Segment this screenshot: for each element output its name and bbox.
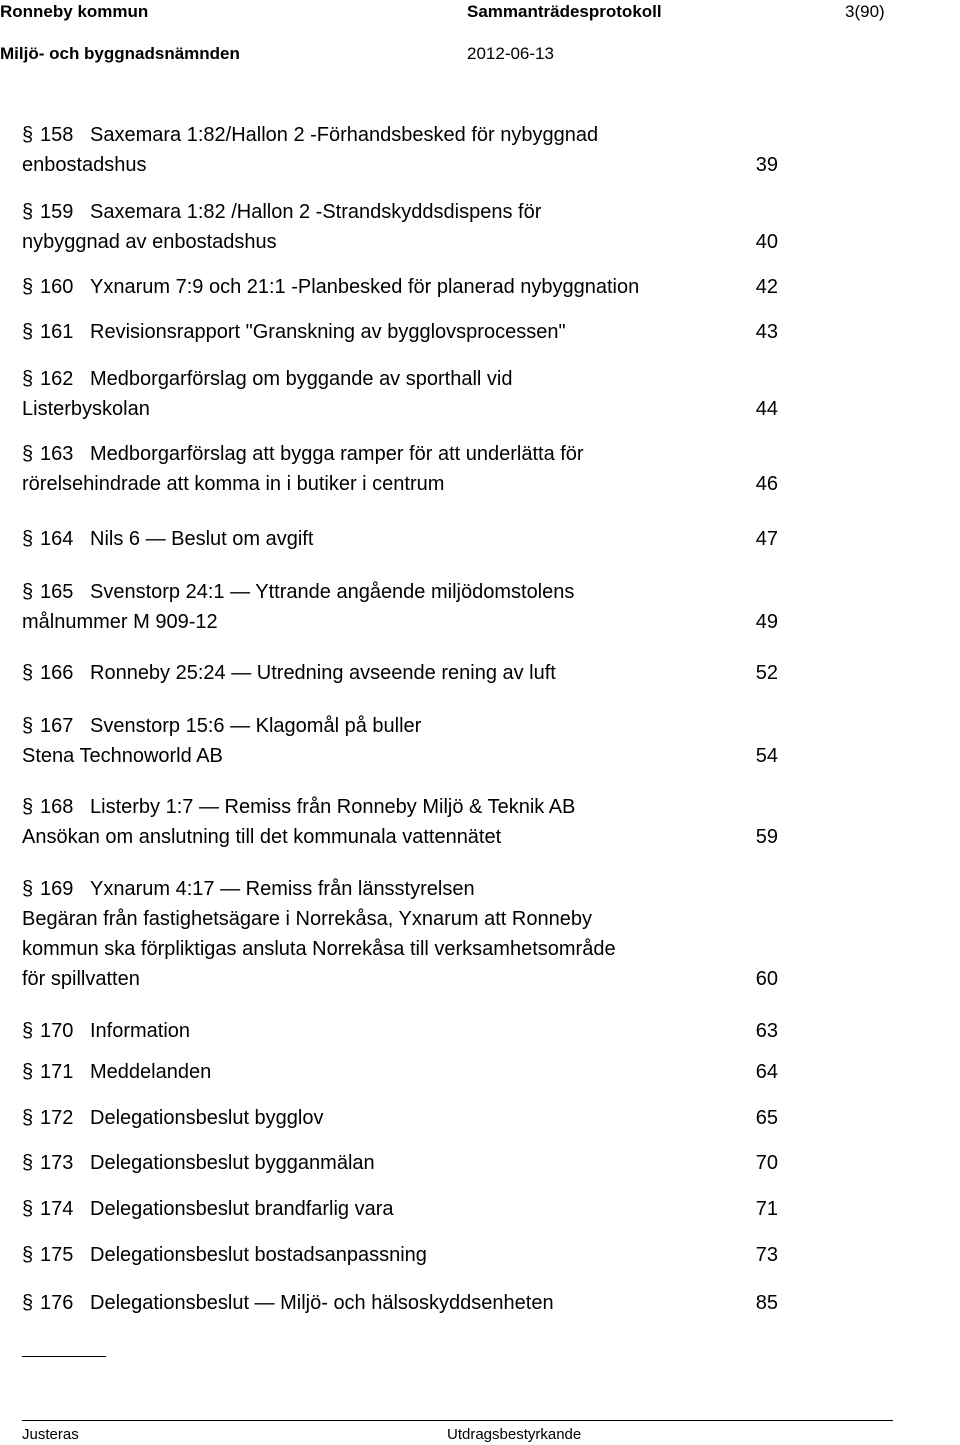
paragraph-number: 167 bbox=[40, 715, 74, 737]
paragraph-sign: § bbox=[22, 1152, 34, 1174]
toc-page-number: 39 bbox=[755, 154, 778, 176]
toc-page-number: 40 bbox=[755, 231, 778, 253]
toc-entry-line bbox=[22, 394, 778, 424]
toc-entry-line bbox=[22, 150, 778, 180]
paragraph-sign: § bbox=[22, 715, 34, 737]
paragraph-sign: § bbox=[22, 1198, 34, 1220]
toc-entry-line bbox=[22, 227, 778, 257]
toc-page-number: 44 bbox=[755, 398, 778, 420]
toc-entry bbox=[22, 792, 778, 852]
page-footer bbox=[0, 1415, 960, 1445]
toc-page-number: 46 bbox=[755, 473, 778, 495]
toc-entry-line bbox=[22, 658, 778, 688]
toc-entry-line bbox=[22, 822, 778, 852]
paragraph-number: 160 bbox=[40, 276, 74, 298]
toc-entry-title: Listerbyskolan bbox=[22, 398, 150, 420]
toc-page-number: 52 bbox=[755, 662, 778, 684]
toc-page-number: 71 bbox=[755, 1198, 778, 1220]
toc-entry-title: Svenstorp 24:1 — Yttrande angående miljödomstolens bbox=[90, 581, 575, 603]
paragraph-sign: § bbox=[22, 528, 34, 550]
paragraph-number: 159 bbox=[40, 201, 74, 223]
toc-entry-line bbox=[22, 364, 778, 394]
paragraph-number: 162 bbox=[40, 368, 74, 390]
paragraph-number: 165 bbox=[40, 581, 74, 603]
toc-entry bbox=[22, 577, 778, 637]
toc-entry-line bbox=[22, 469, 778, 499]
municipality-name: Ronneby kommun bbox=[0, 2, 149, 21]
paragraph-number: 161 bbox=[40, 321, 74, 343]
toc-entry-title: Medborgarförslag att bygga ramper för att underlätta för bbox=[90, 443, 584, 465]
toc-entry bbox=[22, 439, 778, 499]
toc-entry-line bbox=[22, 792, 778, 822]
paragraph-sign: § bbox=[22, 1020, 34, 1042]
toc-entry-line bbox=[22, 439, 778, 469]
toc-page-number: 70 bbox=[755, 1152, 778, 1174]
footer-rule bbox=[22, 1420, 893, 1421]
toc-entry-title: Delegationsbeslut — Miljö- och hälsoskyddsenheten bbox=[90, 1292, 554, 1314]
toc-entry bbox=[22, 1016, 778, 1046]
toc-entry-line bbox=[22, 904, 778, 934]
toc-entry-title: Delegationsbeslut bostadsanpassning bbox=[90, 1244, 427, 1266]
toc-entry-line bbox=[22, 607, 778, 637]
paragraph-number: 170 bbox=[40, 1020, 74, 1042]
paragraph-number: 171 bbox=[40, 1061, 74, 1083]
paragraph-sign: § bbox=[22, 201, 34, 223]
toc-entry-title: Saxemara 1:82 /Hallon 2 -Strandskyddsdispens för bbox=[90, 201, 542, 223]
toc-entry-line bbox=[22, 1103, 778, 1133]
paragraph-number: 172 bbox=[40, 1107, 74, 1129]
toc-entry-line bbox=[22, 1288, 778, 1318]
toc-page-number: 54 bbox=[755, 745, 778, 767]
toc-page-number: 59 bbox=[755, 826, 778, 848]
toc-page-number: 85 bbox=[755, 1292, 778, 1314]
toc-entry-line bbox=[22, 120, 778, 150]
paragraph-sign: § bbox=[22, 878, 34, 900]
paragraph-number: 168 bbox=[40, 796, 74, 818]
toc-entry-title: Medborgarförslag om byggande av sporthall vid bbox=[90, 368, 513, 390]
paragraph-number: 173 bbox=[40, 1152, 74, 1174]
paragraph-sign: § bbox=[22, 124, 34, 146]
toc-page-number: 60 bbox=[755, 968, 778, 990]
toc-entry-title: enbostadshus bbox=[22, 154, 147, 176]
meeting-date: 2012-06-13 bbox=[467, 44, 554, 63]
paragraph-sign: § bbox=[22, 581, 34, 603]
toc-entry-line bbox=[22, 1148, 778, 1178]
toc-entry-title: Meddelanden bbox=[90, 1061, 212, 1083]
paragraph-number: 163 bbox=[40, 443, 74, 465]
toc-entry bbox=[22, 658, 778, 688]
toc-entry-title: Begäran från fastighetsägare i Norrekåsa, Yxnarum att Ronneby bbox=[22, 908, 592, 930]
toc-entry-title: Yxnarum 7:9 och 21:1 -Planbesked för planerad nybyggnation bbox=[90, 276, 640, 298]
toc-entry-line bbox=[22, 1057, 778, 1087]
paragraph-number: 174 bbox=[40, 1198, 74, 1220]
toc-entry-line bbox=[22, 964, 778, 994]
paragraph-number: 164 bbox=[40, 528, 74, 550]
paragraph-sign: § bbox=[22, 443, 34, 465]
toc-entry-title: Delegationsbeslut brandfarlig vara bbox=[90, 1198, 394, 1220]
toc-page-number: 64 bbox=[755, 1061, 778, 1083]
toc-entry-line bbox=[22, 1194, 778, 1224]
toc-entry-line bbox=[22, 317, 778, 347]
toc-entry bbox=[22, 1240, 778, 1270]
toc-entry-title: Delegationsbeslut bygglov bbox=[90, 1107, 324, 1129]
toc-entry bbox=[22, 1194, 778, 1224]
toc-page-number: 63 bbox=[755, 1020, 778, 1042]
toc-entry-title: Nils 6 — Beslut om avgift bbox=[90, 528, 314, 550]
toc-entry-line bbox=[22, 524, 778, 554]
paragraph-sign: § bbox=[22, 796, 34, 818]
paragraph-sign: § bbox=[22, 1292, 34, 1314]
toc-entry-title: för spillvatten bbox=[22, 968, 140, 990]
toc-page-number: 43 bbox=[755, 321, 778, 343]
toc-entry-line bbox=[22, 1016, 778, 1046]
divider-line bbox=[22, 1356, 106, 1357]
toc-entry bbox=[22, 1148, 778, 1178]
page-number: 3(90) bbox=[845, 2, 885, 21]
toc-entry-title: Saxemara 1:82/Hallon 2 -Förhandsbesked för nybyggnad bbox=[90, 124, 599, 146]
paragraph-sign: § bbox=[22, 662, 34, 684]
paragraph-sign: § bbox=[22, 1107, 34, 1129]
document-type: Sammanträdesprotokoll bbox=[467, 2, 662, 21]
toc-entry-title: målnummer M 909-12 bbox=[22, 611, 218, 633]
justeras-label: Justeras bbox=[22, 1426, 79, 1443]
toc-entry bbox=[22, 197, 778, 257]
toc-entry-line bbox=[22, 874, 778, 904]
paragraph-number: 166 bbox=[40, 662, 74, 684]
toc-page-number: 47 bbox=[755, 528, 778, 550]
paragraph-sign: § bbox=[22, 1244, 34, 1266]
toc-entry-title: Ronneby 25:24 — Utredning avseende rening av luft bbox=[90, 662, 556, 684]
toc-entry-title: Revisionsrapport "Granskning av bygglovsprocessen" bbox=[90, 321, 566, 343]
paragraph-sign: § bbox=[22, 368, 34, 390]
paragraph-sign: § bbox=[22, 1061, 34, 1083]
toc-entry bbox=[22, 272, 778, 302]
toc-entry-title: Ansökan om anslutning till det kommunala vattennätet bbox=[22, 826, 502, 848]
paragraph-sign: § bbox=[22, 276, 34, 298]
paragraph-number: 175 bbox=[40, 1244, 74, 1266]
toc-entry-line bbox=[22, 741, 778, 771]
toc-entry bbox=[22, 711, 778, 771]
toc-entry-line bbox=[22, 1240, 778, 1270]
committee-name: Miljö- och byggnadsnämnden bbox=[0, 44, 240, 63]
paragraph-number: 169 bbox=[40, 878, 74, 900]
toc-entry bbox=[22, 1103, 778, 1133]
toc-entry bbox=[22, 120, 778, 180]
toc-entry-title: kommun ska förpliktigas ansluta Norrekåsa till verksamhetsområde bbox=[22, 938, 616, 960]
toc-entry-line bbox=[22, 272, 778, 302]
toc-entry-title: Svenstorp 15:6 — Klagomål på buller bbox=[90, 715, 422, 737]
toc-entry-title: Yxnarum 4:17 — Remiss från länsstyrelsen bbox=[90, 878, 475, 900]
paragraph-number: 176 bbox=[40, 1292, 74, 1314]
toc-page-number: 42 bbox=[755, 276, 778, 298]
toc-entry-line bbox=[22, 577, 778, 607]
utdragsbestyrkande-label: Utdragsbestyrkande bbox=[447, 1426, 582, 1443]
toc-entry-line bbox=[22, 711, 778, 741]
toc-entry-title: Listerby 1:7 — Remiss från Ronneby Miljö & Teknik AB bbox=[90, 796, 576, 818]
toc-entry bbox=[22, 364, 778, 424]
toc-entry-title: Delegationsbeslut bygganmälan bbox=[90, 1152, 375, 1174]
toc-entry-title: Information bbox=[90, 1020, 191, 1042]
toc-entry bbox=[22, 524, 778, 554]
toc-page-number: 73 bbox=[755, 1244, 778, 1266]
paragraph-number: 158 bbox=[40, 124, 74, 146]
toc-entry bbox=[22, 1057, 778, 1087]
toc-entry-line bbox=[22, 934, 778, 964]
paragraph-sign: § bbox=[22, 321, 34, 343]
toc-entry bbox=[22, 1288, 778, 1318]
toc-entry bbox=[22, 317, 778, 347]
toc-entry-line bbox=[22, 197, 778, 227]
toc-entry-title: nybyggnad av enbostadshus bbox=[22, 231, 277, 253]
toc-entry-title: rörelsehindrade att komma in i butiker i centrum bbox=[22, 473, 445, 495]
toc-entry bbox=[22, 874, 778, 994]
toc-entry-title: Stena Technoworld AB bbox=[22, 745, 223, 767]
toc-page-number: 65 bbox=[755, 1107, 778, 1129]
toc-page-number: 49 bbox=[755, 611, 778, 633]
